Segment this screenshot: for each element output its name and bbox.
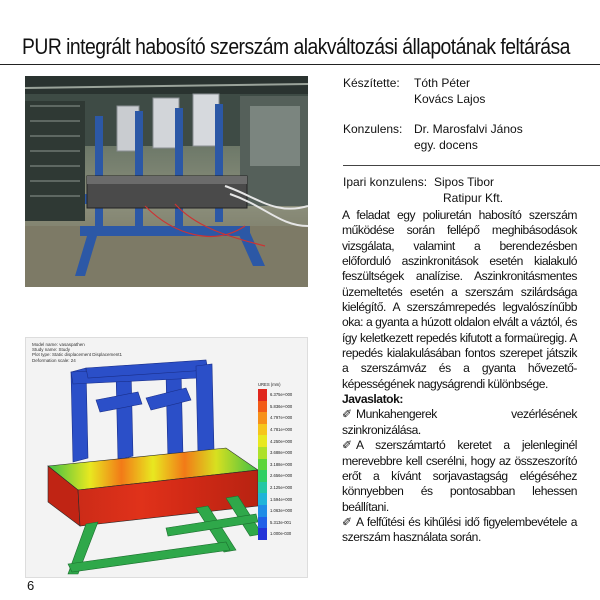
fem-legend-row <box>258 424 308 436</box>
fem-legend-swatch <box>258 412 267 424</box>
fem-legend-swatch <box>258 517 267 529</box>
fem-legend-swatch <box>258 401 267 413</box>
pencil-icon: ✐ <box>342 514 352 529</box>
fem-legend-value: 3.688e+000 <box>270 450 293 456</box>
fem-legend-swatch <box>258 447 267 459</box>
fem-header-line: Study name: Study <box>32 347 71 353</box>
fem-legend-row <box>258 412 308 424</box>
suggestion-text: A felfűtési és kihűlési idő figyelembevétele a szerszám használata során. <box>342 514 577 545</box>
fem-legend-row <box>258 447 308 459</box>
consultant-title: egy. docens <box>414 138 478 152</box>
machine-photo <box>25 76 308 287</box>
meta-divider <box>343 165 600 166</box>
fem-legend-swatch <box>258 470 267 482</box>
fem-legend-swatch <box>258 424 267 436</box>
consultant-name: Dr. Marosfalvi János <box>414 122 523 136</box>
fem-legend-value: 4.797e+000 <box>270 415 293 421</box>
fem-legend-value: 5.313e-001 <box>270 519 292 525</box>
fem-legend-swatch <box>258 459 267 471</box>
fem-legend-row <box>258 470 308 482</box>
industrial-consultant-name: Sipos Tibor <box>434 175 495 189</box>
fem-legend-value: 5.836e+000 <box>270 403 293 409</box>
fem-legend-swatch <box>258 435 267 447</box>
fem-legend-value: 3.188e+000 <box>270 461 293 467</box>
fem-legend <box>258 382 308 540</box>
fem-legend-row <box>258 389 308 401</box>
fem-plot-image <box>25 337 308 578</box>
fem-legend-title: URES (mm) <box>258 382 281 387</box>
industrial-consultant-company: Ratipur Kft. <box>443 191 504 205</box>
fem-legend-row <box>258 459 308 471</box>
authors-label: Készítette: <box>343 76 400 90</box>
suggestion-item <box>342 438 577 515</box>
author-name: Kovács Lajos <box>414 92 486 106</box>
pencil-icon: ✐ <box>342 438 352 453</box>
fem-legend-value: 6.375e+000 <box>270 392 293 398</box>
fem-header-line: Deformation scale: 24 <box>32 357 76 363</box>
pencil-icon: ✐ <box>342 407 352 422</box>
fem-header-line: Plot type: Static displacement Displacement1 <box>32 352 123 358</box>
fem-legend-value: 4.250e+000 <box>270 438 293 444</box>
title-divider <box>0 64 600 65</box>
fem-legend-row <box>258 401 308 413</box>
fem-legend-value: 2.125e+000 <box>270 485 293 491</box>
fem-legend-swatch <box>258 389 267 401</box>
fem-legend-row <box>258 482 308 494</box>
fem-legend-row <box>258 528 308 540</box>
body-text <box>342 208 577 546</box>
author-name: Tóth Péter <box>414 76 471 90</box>
fem-legend-swatch <box>258 528 267 540</box>
suggestion-item <box>342 407 577 438</box>
body-paragraph: A feladat egy poliuretán habosító szerszám működése során fellépő meghibásodások vizsgálata, valamint a berendezésben előforduló aszinkronitások esetén kialakuló feszültségek analízise. Aszinkronitásmentes üzemeltetés esetén a szerszám szilárdsága kielégítő. A szerszámrepedés legvalószínűbb oka: a gyanta a húzott oldalon elvált a váztól, és így keletkezett repedés kifutott a formaüregig. A repedés kialakulásában fontos szerepet játszik a szerszámváz és a gyanta hővezető-képességének nagyságrendi különbsége. <box>342 208 577 391</box>
fem-legend-row <box>258 505 308 517</box>
suggestion-text: A szerszámtartó keretet a jelenleginél merevebbre kell cserélni, hogy az összeszorító erőt a kívánt sorjavastagság elégéséhez könnyebben és pontosabban lehessen beállítani. <box>342 438 577 514</box>
suggestion-text: Munkahengerek vezérlésének szinkronizálása. <box>342 407 577 437</box>
suggestions-heading: Javaslatok: <box>342 392 403 407</box>
fem-legend-value: 1.063e+000 <box>270 508 293 514</box>
fem-legend-swatch <box>258 505 267 517</box>
page-title: PUR integrált habosító szerszám alakváltozási állapotának feltárása <box>22 34 570 59</box>
fem-legend-row <box>258 493 308 505</box>
page-number: 6 <box>27 578 35 593</box>
consultant-label: Konzulens: <box>343 122 403 136</box>
fem-legend-value: 4.781e+000 <box>270 427 293 433</box>
suggestion-item <box>342 515 577 546</box>
industrial-consultant-label: Ipari konzulens: <box>343 175 428 189</box>
fem-header-line: Model name: vasaspathen <box>32 342 85 347</box>
fem-legend-row <box>258 435 308 447</box>
fem-legend-row <box>258 517 308 529</box>
fem-legend-value: 2.656e+000 <box>270 473 293 479</box>
fem-legend-value: 1.000e-030 <box>270 531 292 537</box>
fem-legend-value: 1.594e+000 <box>270 496 293 502</box>
fem-legend-swatch <box>258 493 267 505</box>
fem-legend-swatch <box>258 482 267 494</box>
